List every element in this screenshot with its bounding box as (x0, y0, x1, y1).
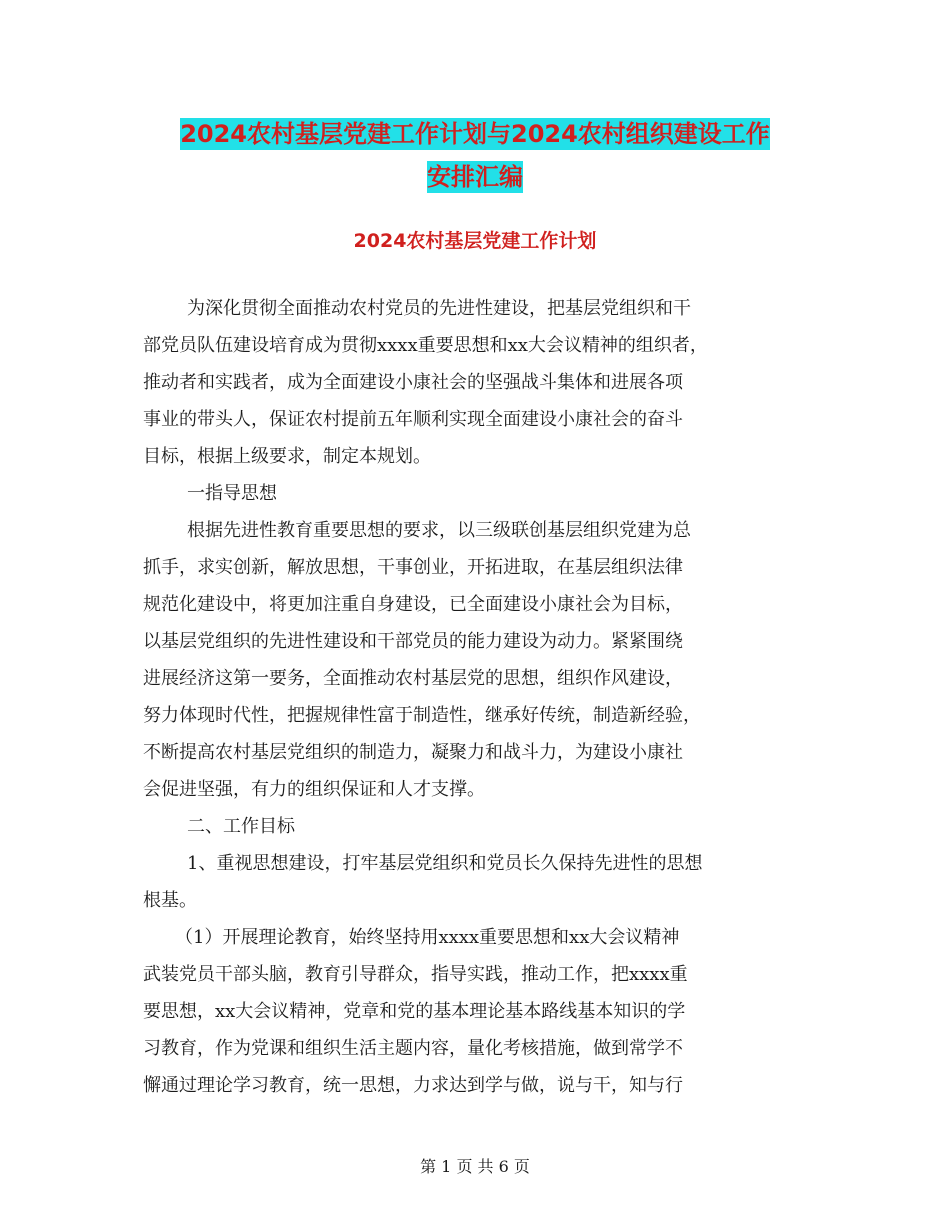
paragraph-line: 事业的带头人，保证农村提前五年顺利实现全面建设小康社会的奋斗 (143, 409, 683, 430)
title-highlight: 安排汇编 (427, 163, 523, 191)
paragraph-line: 努力体现时代性，把握规律性富于制造性，继承好传统，制造新经验， (143, 705, 701, 726)
paragraph-line: 目标，根据上级要求，制定本规划。 (143, 446, 431, 467)
paragraph-line: 根据先进性教育重要思想的要求，以三级联创基层组织党建为总 (187, 520, 691, 541)
paragraph-line: 为深化贯彻全面推动农村党员的先进性建设，把基层党组织和干 (187, 298, 691, 319)
paragraph-line: 进展经济这第一要务，全面推动农村基层党的思想，组织作风建设， (143, 668, 683, 689)
heading-work-goals: 二、工作目标 (187, 816, 295, 837)
paragraph-line: 武装党员干部头脑，教育引导群众，指导实践，推动工作，把xxxx重 (143, 964, 688, 985)
paragraph-line: 以基层党组织的先进性建设和干部党员的能力建设为动力。紧紧围绕 (143, 631, 683, 652)
paragraph-line: 会促进坚强，有力的组织保证和人才支撑。 (143, 779, 485, 800)
paragraph-line: 不断提高农村基层党组织的制造力，凝聚力和战斗力，为建设小康社 (143, 742, 683, 763)
paragraph-line: 要思想，xx大会议精神，党章和党的基本理论基本路线基本知识的学 (143, 1001, 686, 1022)
paragraph-line: （1）开展理论教育，始终坚持用xxxx重要思想和xx大会议精神 (175, 927, 680, 948)
heading-guiding-ideology: 一指导思想 (187, 483, 277, 504)
page-number-footer: 第 1 页 共 6 页 (420, 1157, 530, 1176)
title-highlight: 2024农村基层党建工作计划与2024农村组织建设工作 (180, 120, 770, 148)
paragraph-line: 习教育，作为党课和组织生活主题内容，量化考核措施，做到常学不 (143, 1038, 683, 1059)
paragraph-line: 1、重视思想建设，打牢基层党组织和党员长久保持先进性的思想 (187, 853, 703, 874)
paragraph-line: 部党员队伍建设培育成为贯彻xxxx重要思想和xx大会议精神的组织者， (143, 335, 708, 356)
section-title: 2024农村基层党建工作计划 (353, 230, 597, 252)
paragraph-line: 根基。 (143, 890, 197, 911)
paragraph-line: 规范化建设中，将更加注重自身建设，已全面建设小康社会为目标， (143, 594, 683, 615)
document-title-line-1 (0, 114, 950, 149)
paragraph-line: 抓手，求实创新，解放思想，干事创业，开拓进取，在基层组织法律 (143, 557, 683, 578)
paragraph-line: 懈通过理论学习教育，统一思想，力求达到学与做，说与干，知与行 (143, 1075, 683, 1096)
paragraph-line: 推动者和实践者，成为全面建设小康社会的坚强战斗集体和进展各项 (143, 372, 683, 393)
document-title-line-2 (0, 157, 950, 192)
